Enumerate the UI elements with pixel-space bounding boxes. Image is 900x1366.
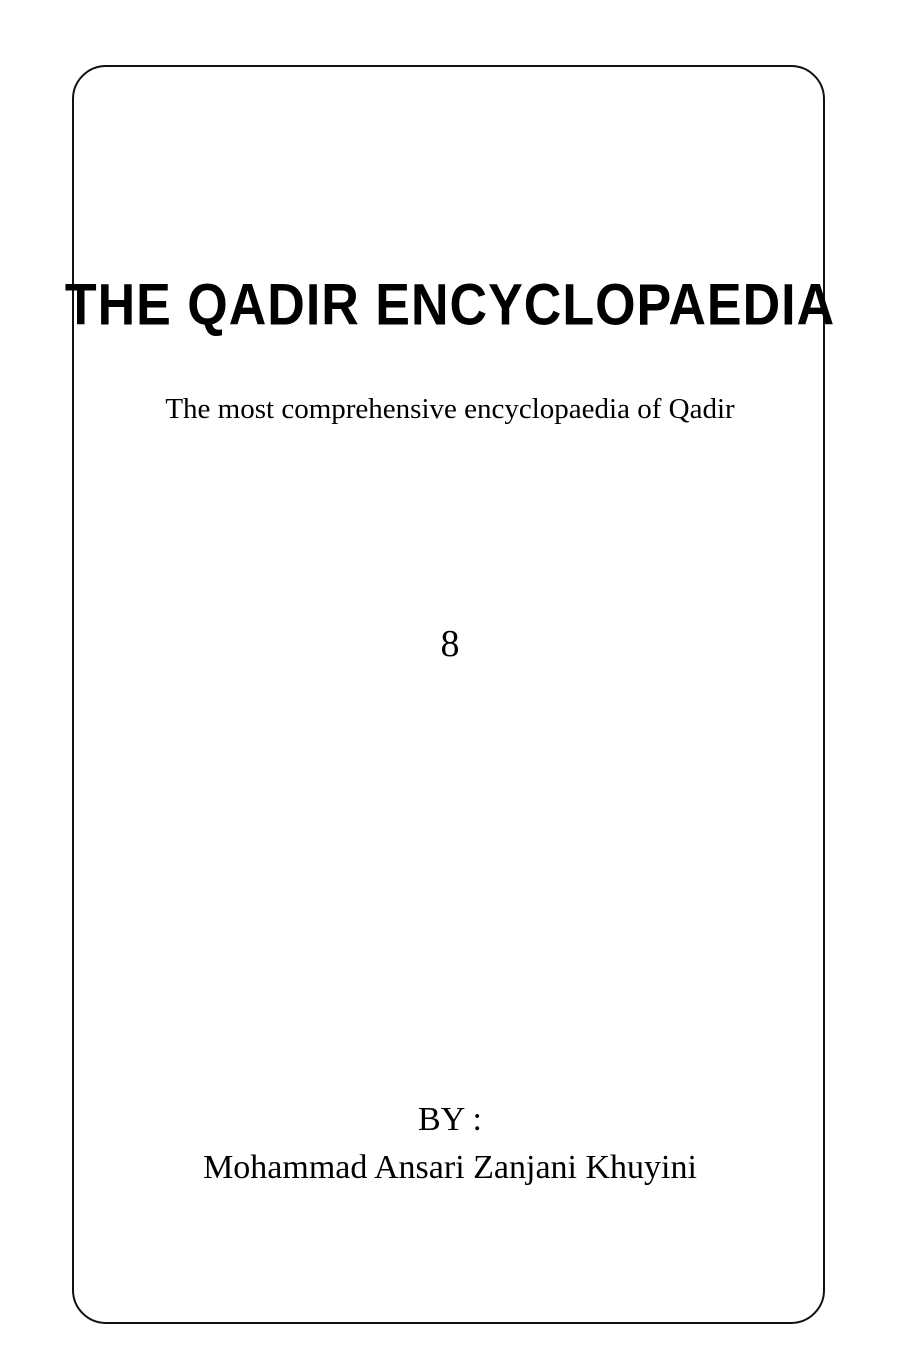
book-subtitle: The most comprehensive encyclopaedia of Qadir	[165, 393, 735, 425]
author-name: Mohammad Ansari Zanjani Khuyini	[203, 1149, 697, 1186]
by-label: BY :	[418, 1101, 482, 1138]
book-title: THE QADIR ENCYCLOPAEDIA	[64, 273, 836, 339]
volume-number: 8	[440, 623, 460, 665]
